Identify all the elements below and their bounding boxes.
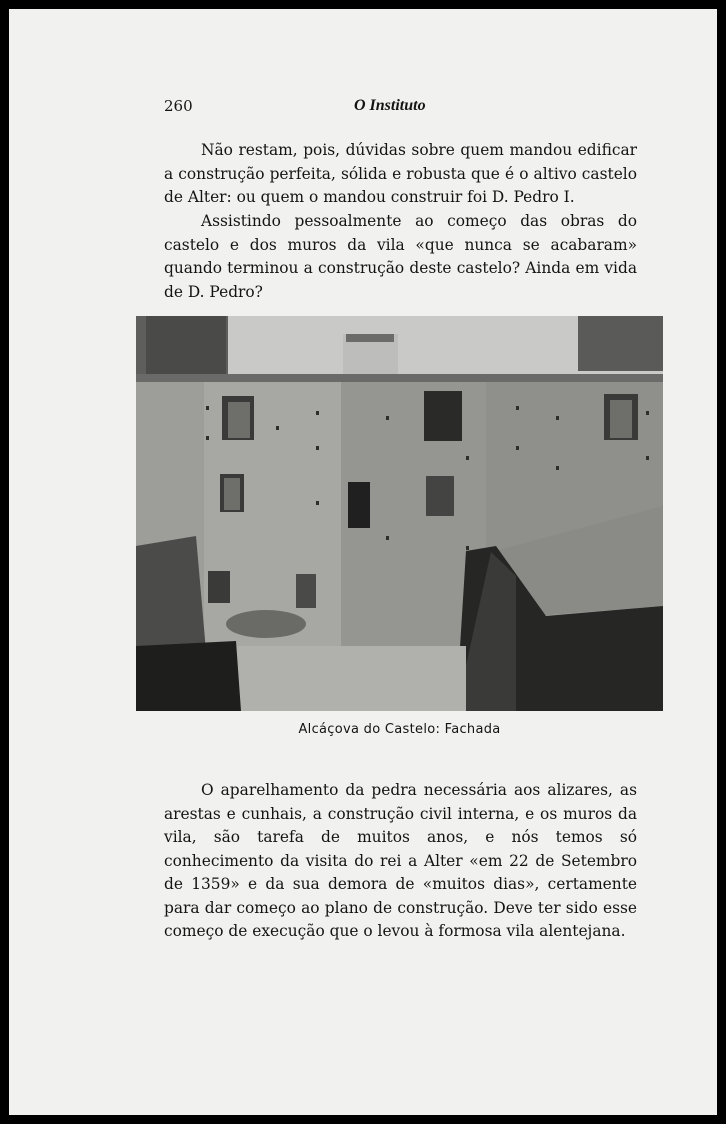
figure-caption: Alcáçova do Castelo: Fachada (298, 722, 501, 737)
running-title: O Instituto (354, 97, 426, 114)
castle-facade-photo (136, 316, 663, 711)
paragraph-1: Não restam, pois, dúvidas sobre quem mandou edificar a construção perfeita, sólida e robusta que é o altivo castelo de Alter: ou quem o mandou construir foi D. Pedro I. (164, 141, 637, 206)
paragraph-2: Assistindo pessoalmente ao começo das obras do castelo e dos muros da vila «que nunca se acabaram» quando terminou a construção deste castelo? Ainda em vida de D. Pedro? (164, 212, 637, 301)
paragraph-3: O aparelhamento da pedra necessária aos alizares, as arestas e cunhais, a construção civil interna, e os muros da vila, são tarefa de muitos anos, e nós temos só conhecimento da visita do rei a Alter «em 22 de Setembro de 1359» e da sua demora de «muitos dias», certamente para dar começo ao plano de construção. Deve ter sido esse começo de execução que o levou à formosa vila alentejana. (164, 781, 637, 940)
page-number: 260 (164, 97, 193, 115)
book-page (9, 9, 717, 1115)
page-header (164, 97, 564, 119)
